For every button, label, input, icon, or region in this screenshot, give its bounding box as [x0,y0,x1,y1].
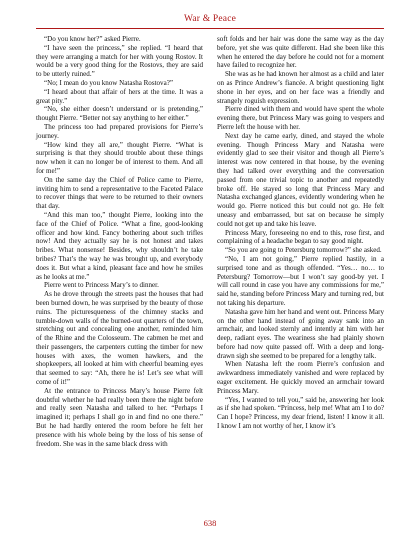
paragraph: “No, she either doesn’t understand or is pretending,” thought Pierre. “Better not say anything to her either.” [36,105,203,123]
paragraph: As he drove through the streets past the houses that had been burned down, he was surprised by the beauty of those ruins. The picturesqueness of the chimney stacks and tumble-down walls of the burned-out quarters of the town, stretching out and concealing one another, reminded him of the Rhine and the Colosseum. The cabmen he met and their passengers, the carpenters cutting the timber for new houses with axes, the women hawkers, and the shopkeepers, all looked at him with cheerful beaming eyes that seemed to say: “Ah, there he is! Let’s see what will come of it!” [36,290,203,387]
paragraph: On the same day the Chief of Police came to Pierre, inviting him to send a representative to the Faceted Palace to recover things that were to be returned to their owners that day. [36,175,203,211]
paragraph: “No; I mean do you know Natasha Rostova?” [44,78,173,87]
paragraph: “Do you know her?” asked Pierre. [44,35,141,43]
right-column [217,35,384,431]
paragraph: The princess too had prepared provisions for Pierre’s journey. [36,122,203,140]
header-rule [36,28,384,29]
paragraph: “No, I am not going,” Pierre replied hastily, in a surprised tone and as though offended. “Yes… no… to Petersburg? Tomorrow—but I won’t say good-by yet. I will call round in case you have any commissions for me,” said he, standing before Princess Mary and turning red, but not taking his departure. [217,254,384,307]
paragraph: “How kind they all are,” thought Pierre. “What is surprising is that they should trouble about these things now when it can no longer be of interest to them. And all for me!” [36,140,203,175]
running-header: War & Peace [183,14,237,24]
paragraph: At the entrance to Princess Mary’s house Pierre felt doubtful whether he had really been there the night before and really seen Natasha and talked to her. “Perhaps I imagined it; perhaps I shall go in and find no one there.” But he had hardly entered the room before he felt her presence with his whole being by the loss of his sense of freedom. She was in the same black dress with [36,386,203,448]
paragraph: “Yes, I wanted to tell you,” said he, answering her look as if she had spoken. “Princess, help me! What am I to do? Can I hope? Princess, my dear friend, listen! I know it all. I know I am not worthy of her, I know it’s [217,395,384,431]
paragraph: Pierre dined with them and would have spent the whole evening there, but Princess Mary was going to vespers and Pierre left the house with her. [217,105,384,131]
paragraph: Natasha gave him her hand and went out. Princess Mary on the other hand instead of going away sank into an armchair, and looked sternly and intently at him with her deep, radiant eyes. The weariness she had plainly shown before had now quite passed off. With a deep and long-drawn sigh she seemed to be prepared for a lengthy talk. [217,307,384,360]
paragraph: Next day he came early, dined, and stayed the whole evening. Though Princess Mary and Natasha were evidently glad to see their visitor and though all Pierre’s interest was now centered in that house, by the evening they had talked over everything and the conversation passed from one trivial topic to another and repeatedly broke off. He stayed so long that Princess Mary and Natasha exchanged glances, evidently wondering when he would go. Pierre noticed this but could not go. He felt uneasy and embarrassed, but sat on because he simply could not get up and take his leave. [217,131,384,228]
paragraph-continued: soft folds and her hair was done the same way as the day before, yet she was quite different. Had she been like this when he entered the day before he could not for a moment have failed to recognize her. [217,35,384,70]
page-number: 638 [203,518,217,528]
paragraph: “So you are going to Petersburg tomorrow?” she asked. [225,246,382,255]
paragraph: “I have seen the princess,” she replied. “I heard that they were arranging a match for her with young Rostov. It would be a very good thing for the Rostovs, they are said to be utterly ruined.” [36,43,203,79]
paragraph: “I heard about that affair of hers at the time. It was a great pity.” [36,87,203,105]
left-column [36,35,203,448]
paragraph: Pierre went to Princess Mary’s to dinner. [44,281,159,290]
paragraph: Princess Mary, foreseeing no end to this, rose first, and complaining of a headache began to say good night. [217,228,384,246]
paragraph: “And this man too,” thought Pierre, looking into the face of the Chief of Police. “What a fine, good-looking officer and how kind. Fancy bothering about such trifles now! And they actually say he is not honest and takes bribes. What nonsense! Besides, why shouldn’t he take bribes? That’s the way he was brought up, and everybody does it. But what a kind, pleasant face and how he smiles as he looks at me.” [36,210,203,281]
paragraph: She was as he had known her almost as a child and later on as Prince Andrew’s fiancée. A bright questioning light shone in her eyes, and on her face was a friendly and strangely roguish expression. [217,70,384,105]
paragraph: When Natasha left the room Pierre’s confusion and awkwardness immediately vanished and were replaced by eager excitement. He quickly moved an armchair toward Princess Mary. [217,360,384,395]
